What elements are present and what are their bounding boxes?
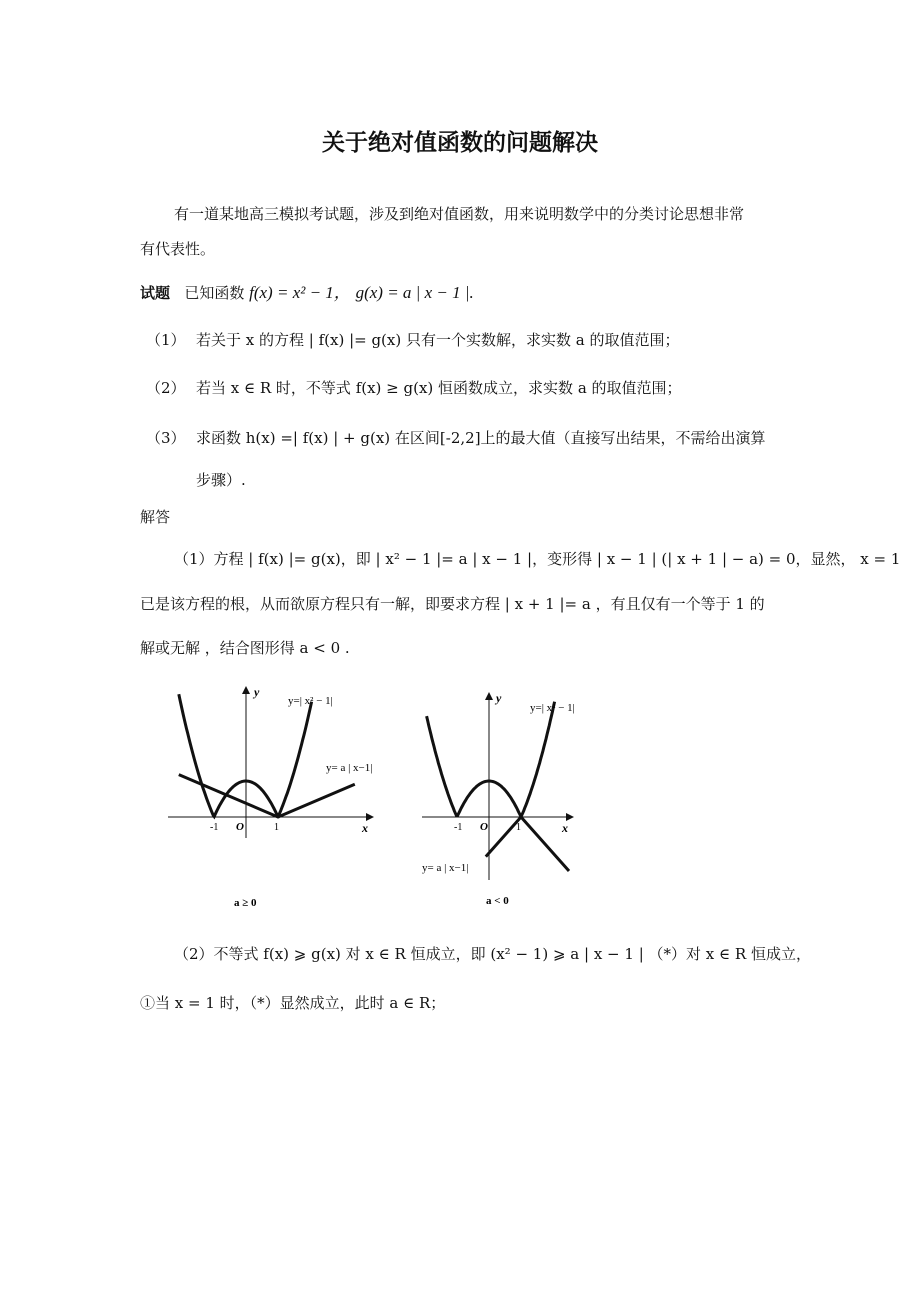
y-axis-label: y xyxy=(496,691,502,705)
abs-parabola-curve xyxy=(179,694,312,816)
intro-line-1: 有一道某地高三模拟考试题，涉及到绝对值函数，用来说明数学中的分类讨论思想非常 xyxy=(174,205,745,223)
answer-1-line-2: 已是该方程的根，从而欲原方程只有一解，即要求方程 | x + 1 |= a ，有且仅有一个等于 1 的 xyxy=(140,595,765,613)
tick-1: 1 xyxy=(274,822,279,833)
page-title: 关于绝对值函数的问题解决 xyxy=(322,130,598,156)
answer-1-line-1: （1）方程 | f(x) |= g(x)，即 | x² − 1 |= a | x − 1 |，变形得 | x − 1 | (| x + 1 | − a) = 0，显然， x = 1 xyxy=(174,550,901,568)
question-2-number: （2） xyxy=(146,379,186,397)
graph-caption: a < 0 xyxy=(486,895,509,907)
x-axis-label: x xyxy=(362,821,368,835)
answer-2-line-1: （2）不等式 f(x) ⩾ g(x) 对 x ∈ R 恒成立，即 (x² − 1) ⩾ a | x − 1 | （*）对 x ∈ R 恒成立， xyxy=(174,945,811,963)
tick-1: 1 xyxy=(516,822,521,833)
x-axis-label: x xyxy=(562,821,568,835)
answer-2-line-2: ①当 x = 1 时，（*）显然成立，此时 a ∈ R； xyxy=(140,994,446,1012)
problem-label: 试题 xyxy=(140,284,171,302)
abs-parabola-curve xyxy=(427,702,555,816)
line-label: y= a | x−1| xyxy=(326,762,373,774)
question-2-text: 若当 x ∈ R 时，不等式 f(x) ≥ g(x) 恒函数成立，求实数 a 的取值范围； xyxy=(196,379,682,397)
curve-label: y=| x² − 1| xyxy=(288,695,333,707)
problem-g: g(x) = a | x − 1 |. xyxy=(355,283,474,302)
graph-a-negative xyxy=(410,680,610,920)
origin-label: O xyxy=(480,821,488,833)
answer-1-line-3: 解或无解 ，结合图形得 a < 0 . xyxy=(140,639,350,657)
question-1-number: （1） xyxy=(146,331,186,349)
curve-label: y=| x² − 1| xyxy=(530,702,575,714)
graph-caption: a ≥ 0 xyxy=(234,897,257,909)
abs-line-neg xyxy=(486,817,569,871)
answer-label: 解答 xyxy=(140,508,171,526)
question-3-number: （3） xyxy=(146,429,186,447)
problem-f: f(x) = x² − 1， xyxy=(249,283,351,302)
tick-neg1: -1 xyxy=(210,822,219,833)
question-3-text-cont: 步骤）. xyxy=(196,471,246,489)
origin-label: O xyxy=(236,821,244,833)
graph-a-nonnegative xyxy=(160,680,400,920)
problem-text: 已知函数 xyxy=(184,284,245,302)
problem-statement xyxy=(140,283,474,303)
line-label: y= a | x−1| xyxy=(422,862,469,874)
question-3-text: 求函数 h(x) =| f(x) | + g(x) 在区间[-2,2]上的最大值（直接写出结果，不需给出演算 xyxy=(196,429,766,447)
y-axis-label: y xyxy=(254,685,260,699)
intro-line-2: 有代表性。 xyxy=(140,240,216,258)
tick-neg1: -1 xyxy=(454,822,463,833)
question-1-text: 若关于 x 的方程 | f(x) |= g(x) 只有一个实数解，求实数 a 的取值范围； xyxy=(196,331,680,349)
